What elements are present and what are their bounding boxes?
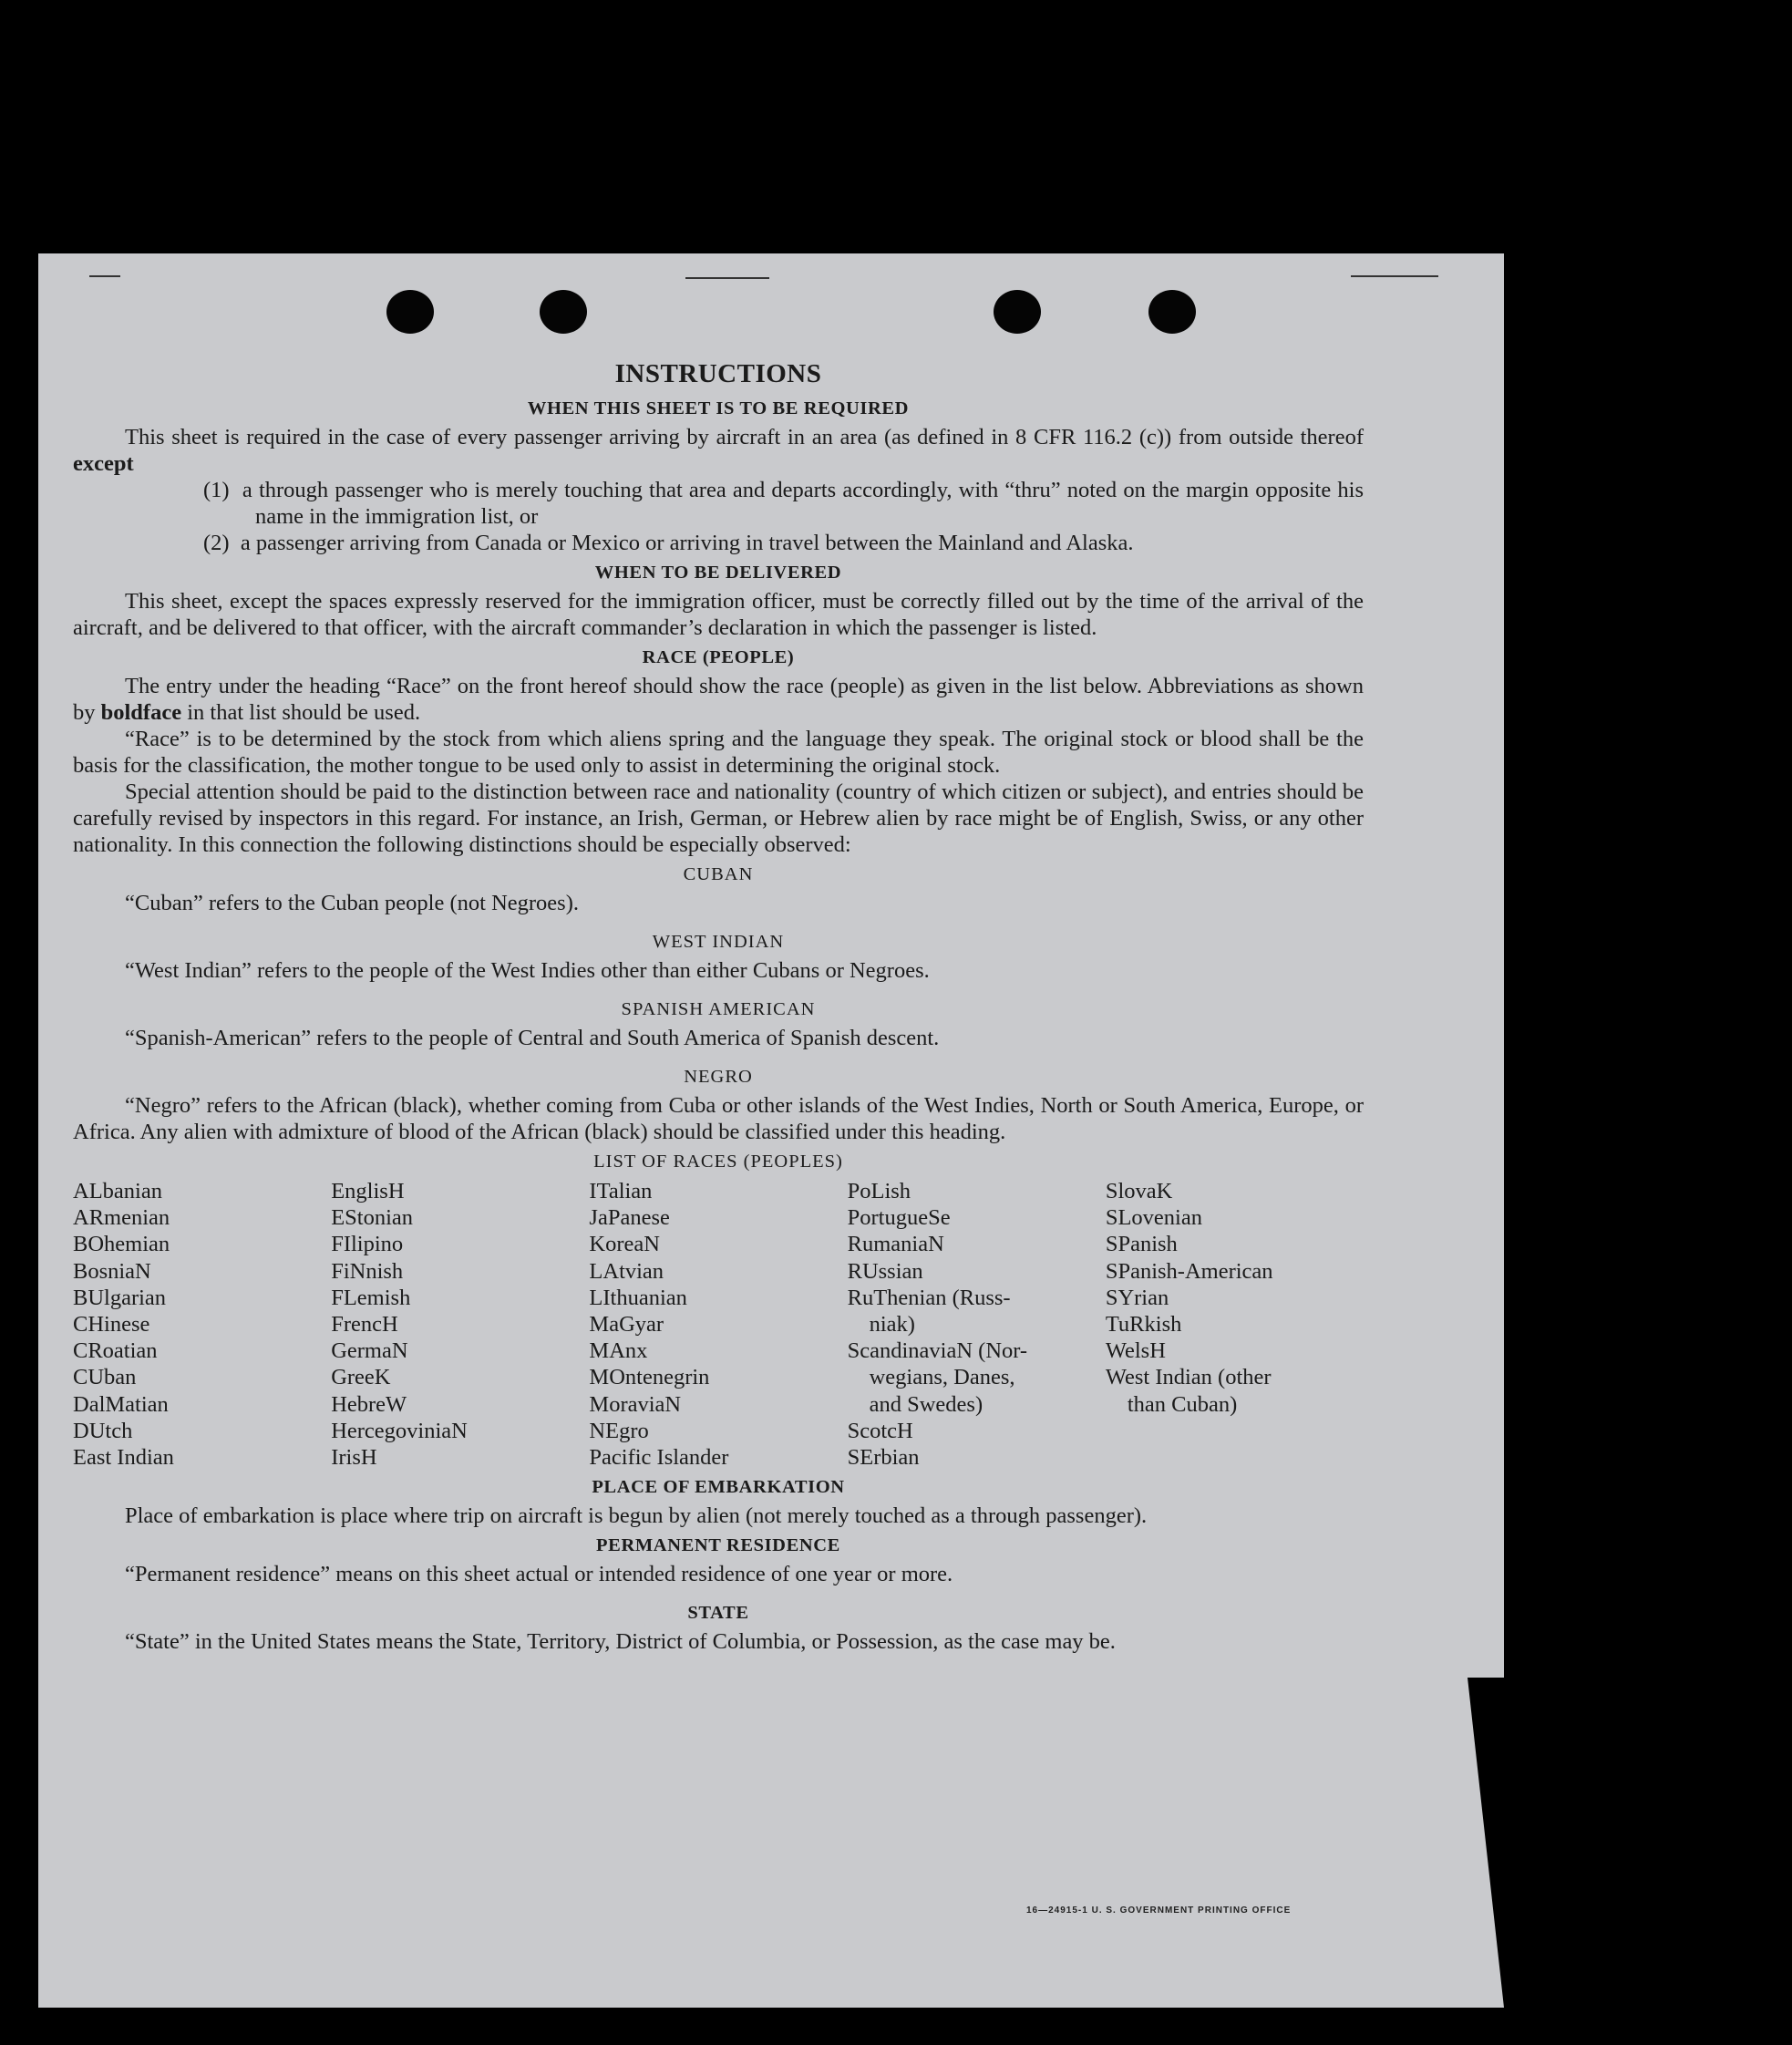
section-heading: NEGRO (684, 1067, 753, 1087)
list-item: CUban (73, 1365, 137, 1390)
list-item: PortugueSe (847, 1205, 951, 1231)
section-heading: WEST INDIAN (652, 932, 785, 952)
races-column (331, 1178, 589, 1471)
list-item: CHinese (73, 1312, 150, 1338)
list-item (73, 477, 1364, 530)
list-item: HebreW (331, 1391, 407, 1417)
list-item: FIlipino (331, 1232, 404, 1257)
punch-hole (386, 290, 434, 334)
item-number: (2) (203, 531, 230, 555)
list-item: ScotcH (847, 1418, 913, 1443)
paragraph: “Negro” refers to the African (black), whether coming from Cuba or other islands of the West Indies, North or South America, Europe, or Africa. Any alien with admixture of blood of the African (black) should be classified under this heading. (73, 1093, 1364, 1144)
list-item: IrisH (331, 1445, 377, 1471)
races-column (73, 1178, 331, 1471)
section-heading: RACE (PEOPLE) (642, 647, 795, 667)
paragraph-text: This sheet is required in the case of every passenger arriving by aircraft in an area (as defined in 8 CFR 116.2 (c)) from outside thereof (125, 425, 1364, 449)
bold-text: boldface (100, 700, 182, 725)
item-number: (1) (203, 478, 230, 502)
list-item: BUlgarian (73, 1285, 167, 1310)
edge-mark (1351, 275, 1438, 277)
list-item: KoreaN (589, 1232, 660, 1257)
list-item: PoLish (847, 1179, 911, 1203)
list-item: FLemish (331, 1285, 411, 1310)
list-item: ScandinaviaN (Nor- (847, 1338, 1028, 1364)
races-column (1106, 1178, 1364, 1471)
item-text: a through passenger who is merely touching that area and departs accordingly, with “thru” noted on the margin opposite his name in the immigration list, or (242, 478, 1364, 529)
punch-hole (540, 290, 587, 334)
list-item: SYrian (1105, 1285, 1169, 1310)
section-heading: WHEN THIS SHEET IS TO BE REQUIRED (527, 398, 910, 418)
paragraph: “State” in the United States means the State, Territory, District of Columbia, or Possession, as the case may be. (125, 1629, 1116, 1655)
list-item: niak) (869, 1312, 915, 1338)
list-item: FrencH (331, 1312, 398, 1338)
list-item: DUtch (73, 1418, 133, 1443)
paragraph: “Permanent residence” means on this sheet actual or intended residence of one year or more. (125, 1562, 953, 1587)
list-item: FiNnish (331, 1258, 404, 1284)
paragraph-text: in that list should be used. (187, 700, 421, 725)
page-title: INSTRUCTIONS (614, 359, 822, 388)
list-item: EStonian (331, 1205, 414, 1231)
list-item: SErbian (847, 1445, 920, 1471)
list-item: NEgro (589, 1418, 649, 1443)
paragraph: Special attention should be paid to the distinction between race and nationality (country of which citizen or subject), and entries should be carefully revised by inspectors in this regard. For instance, an Irish, German, or Hebrew alien by race might be of English, Swiss, or any other nationality. In this connection the following distinctions should be especially observed: (73, 780, 1364, 857)
list-item: MAnx (589, 1338, 648, 1364)
section-heading: SPANISH AMERICAN (621, 999, 816, 1019)
torn-corner (1468, 1678, 1504, 2008)
list-item: WelsH (1105, 1338, 1166, 1364)
list-item: RUssian (847, 1258, 923, 1284)
list-item: GreeK (331, 1365, 391, 1390)
list-item: LAtvian (589, 1258, 664, 1284)
list-item: SPanish (1105, 1232, 1178, 1257)
edge-mark (89, 275, 120, 277)
races-list (73, 1178, 1364, 1471)
section-heading: STATE (687, 1603, 749, 1624)
bold-text: except (73, 451, 134, 476)
paragraph: This sheet, except the spaces expressly reserved for the immigration officer, must be correctly filled out by the time of the arrival of the aircraft, and be delivered to that officer, with the aircraft commander’s declaration in which the passenger is listed. (73, 589, 1364, 640)
list-item: MOntenegrin (589, 1365, 710, 1390)
list-item: and Swedes) (869, 1391, 984, 1417)
list-item: Pacific Islander (589, 1445, 729, 1471)
races-column (589, 1178, 847, 1471)
paragraph: Place of embarkation is place where trip on aircraft is begun by alien (not merely touched as a through passenger). (125, 1503, 1148, 1529)
section-heading: LIST OF RACES (PEOPLES) (593, 1152, 843, 1172)
list-item: DalMatian (73, 1391, 169, 1417)
punch-hole (1148, 290, 1196, 334)
list-item: East Indian (73, 1445, 174, 1471)
list-item: EnglisH (331, 1179, 405, 1203)
section-heading: WHEN TO BE DELIVERED (594, 563, 842, 583)
paragraph-text: The entry under the heading “Race” on the front hereof should show the race (people) as given in the list below. Abbreviations as shown by (73, 674, 1364, 725)
paragraph (73, 673, 1364, 726)
list-item: JaPanese (589, 1205, 670, 1231)
punch-hole (994, 290, 1041, 334)
list-item: SPanish-American (1105, 1258, 1273, 1284)
races-column (848, 1178, 1106, 1471)
list-item: HercegoviniaN (331, 1418, 468, 1443)
section-heading: PLACE OF EMBARKATION (592, 1477, 845, 1498)
printer-imprint: 16—24915-1 U. S. GOVERNMENT PRINTING OFFICE (1026, 1906, 1292, 1916)
list-item: ARmenian (73, 1205, 170, 1231)
list-item: SLovenian (1105, 1205, 1202, 1231)
list-item: MoraviaN (589, 1391, 682, 1417)
list-item: MaGyar (589, 1312, 664, 1338)
section-heading: PERMANENT RESIDENCE (596, 1535, 840, 1556)
list-item: RuThenian (Russ- (847, 1285, 1011, 1310)
list-item: wegians, Danes, (869, 1365, 1015, 1390)
list-item: ITalian (589, 1179, 653, 1203)
edge-mark (685, 277, 769, 279)
list-item: TuRkish (1105, 1312, 1182, 1338)
list-item (73, 530, 1364, 556)
list-item: BOhemian (73, 1232, 170, 1257)
paragraph: “Cuban” refers to the Cuban people (not Negroes). (125, 891, 579, 915)
list-item: BosniaN (73, 1258, 151, 1284)
instructions-content (73, 356, 1364, 1655)
list-item: RumaniaN (847, 1232, 944, 1257)
paragraph: “Race” is to be determined by the stock from which aliens spring and the language they speak. The original stock or blood shall be the basis for the classification, the mother tongue to be used only to assist in determining the original stock. (73, 727, 1364, 778)
paragraph: “West Indian” refers to the people of the West Indies other than either Cubans or Negroes. (125, 958, 930, 983)
list-item: ALbanian (73, 1179, 162, 1203)
list-item: CRoatian (73, 1338, 158, 1364)
list-item: than Cuban) (1127, 1391, 1238, 1417)
list-item: SlovaK (1105, 1179, 1173, 1203)
item-text: a passenger arriving from Canada or Mexico or arriving in travel between the Mainland and Alaska. (240, 531, 1134, 555)
paragraph (73, 424, 1364, 477)
paragraph: “Spanish-American” refers to the people of Central and South America of Spanish descent. (125, 1026, 940, 1050)
section-heading: CUBAN (683, 864, 754, 884)
list-item: LIthuanian (589, 1285, 687, 1310)
list-item: GermaN (331, 1338, 408, 1364)
list-item: West Indian (other (1105, 1365, 1272, 1390)
